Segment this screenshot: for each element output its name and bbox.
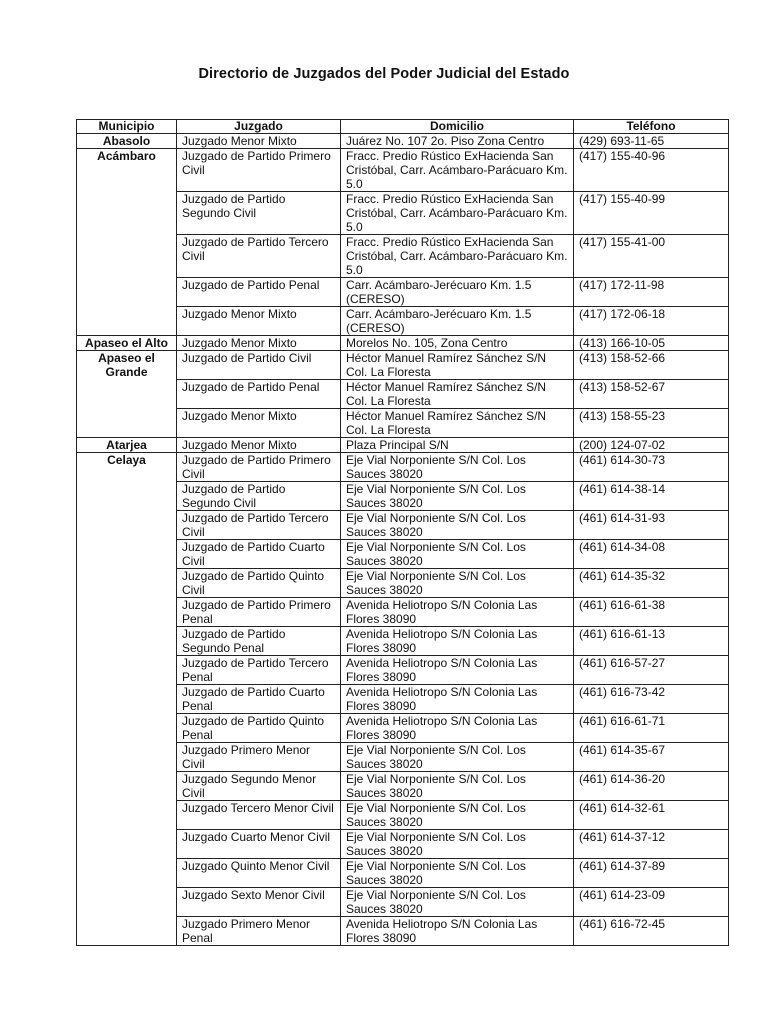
header-row (77, 120, 729, 134)
domicilio-cell: Eje Vial Norponiente S/N Col. Los Sauces 38020 (341, 830, 574, 859)
telefono-cell: (461) 614-36-20 (574, 772, 729, 801)
directory-body (77, 134, 729, 946)
juzgado-cell: Juzgado Menor Mixto (177, 307, 341, 336)
telefono-cell: (413) 158-52-67 (574, 380, 729, 409)
domicilio-cell: Eje Vial Norponiente S/N Col. Los Sauces 38020 (341, 511, 574, 540)
telefono-cell: (461) 616-61-13 (574, 627, 729, 656)
juzgado-cell: Juzgado Primero Menor Civil (177, 743, 341, 772)
domicilio-cell: Eje Vial Norponiente S/N Col. Los Sauces 38020 (341, 453, 574, 482)
telefono-cell: (461) 614-32-61 (574, 801, 729, 830)
juzgado-cell: Juzgado de Partido Tercero Penal (177, 656, 341, 685)
telefono-cell: (461) 616-73-42 (574, 685, 729, 714)
juzgado-cell: Juzgado de Partido Primero Civil (177, 149, 341, 192)
domicilio-cell: Fracc. Predio Rústico ExHacienda San Cristóbal, Carr. Acámbaro-Parácuaro Km. 5.0 (341, 235, 574, 278)
table-row (77, 336, 729, 351)
domicilio-cell: Eje Vial Norponiente S/N Col. Los Sauces 38020 (341, 772, 574, 801)
telefono-cell: (461) 616-61-71 (574, 714, 729, 743)
juzgado-cell: Juzgado de Partido Segundo Civil (177, 192, 341, 235)
telefono-cell: (417) 155-40-96 (574, 149, 729, 192)
domicilio-cell: Eje Vial Norponiente S/N Col. Los Sauces 38020 (341, 888, 574, 917)
telefono-cell: (461) 614-37-89 (574, 859, 729, 888)
juzgado-cell: Juzgado de Partido Tercero Civil (177, 235, 341, 278)
telefono-cell: (461) 614-37-12 (574, 830, 729, 859)
municipio-cell: Apaseo el Grande (77, 351, 177, 438)
domicilio-cell: Avenida Heliotropo S/N Colonia Las Flores 38090 (341, 685, 574, 714)
domicilio-cell: Avenida Heliotropo S/N Colonia Las Flores 38090 (341, 627, 574, 656)
header-domicilio: Domicilio (341, 120, 574, 134)
header-juzgado: Juzgado (177, 120, 341, 134)
juzgado-cell: Juzgado de Partido Primero Civil (177, 453, 341, 482)
telefono-cell: (461) 614-35-67 (574, 743, 729, 772)
municipio-cell: Abasolo (77, 134, 177, 149)
domicilio-cell: Héctor Manuel Ramírez Sánchez S/N Col. La Floresta (341, 351, 574, 380)
header-telefono: Teléfono (574, 120, 729, 134)
telefono-cell: (461) 616-72-45 (574, 917, 729, 946)
municipio-cell: Apaseo el Alto (77, 336, 177, 351)
domicilio-cell: Avenida Heliotropo S/N Colonia Las Flores 38090 (341, 656, 574, 685)
telefono-cell: (429) 693-11-65 (574, 134, 729, 149)
domicilio-cell: Fracc. Predio Rústico ExHacienda San Cristóbal, Carr. Acámbaro-Parácuaro Km. 5.0 (341, 192, 574, 235)
juzgado-cell: Juzgado Primero Menor Penal (177, 917, 341, 946)
juzgado-cell: Juzgado Menor Mixto (177, 409, 341, 438)
table-row (77, 149, 729, 192)
domicilio-cell: Juárez No. 107 2o. Piso Zona Centro (341, 134, 574, 149)
table-row (77, 453, 729, 482)
municipio-cell: Atarjea (77, 438, 177, 453)
table-row (77, 351, 729, 380)
domicilio-cell: Eje Vial Norponiente S/N Col. Los Sauces 38020 (341, 482, 574, 511)
domicilio-cell: Eje Vial Norponiente S/N Col. Los Sauces 38020 (341, 859, 574, 888)
juzgado-cell: Juzgado de Partido Quinto Penal (177, 714, 341, 743)
juzgado-cell: Juzgado de Partido Cuarto Penal (177, 685, 341, 714)
header-municipio: Municipio (77, 120, 177, 134)
directory-table (76, 119, 729, 946)
domicilio-cell: Héctor Manuel Ramírez Sánchez S/N Col. La Floresta (341, 409, 574, 438)
juzgado-cell: Juzgado de Partido Cuarto Civil (177, 540, 341, 569)
domicilio-cell: Eje Vial Norponiente S/N Col. Los Sauces 38020 (341, 743, 574, 772)
telefono-cell: (200) 124-07-02 (574, 438, 729, 453)
domicilio-cell: Fracc. Predio Rústico ExHacienda San Cristóbal, Carr. Acámbaro-Parácuaro Km. 5.0 (341, 149, 574, 192)
telefono-cell: (461) 614-35-32 (574, 569, 729, 598)
telefono-cell: (417) 172-11-98 (574, 278, 729, 307)
juzgado-cell: Juzgado de Partido Penal (177, 380, 341, 409)
juzgado-cell: Juzgado de Partido Tercero Civil (177, 511, 341, 540)
juzgado-cell: Juzgado Sexto Menor Civil (177, 888, 341, 917)
juzgado-cell: Juzgado Menor Mixto (177, 336, 341, 351)
telefono-cell: (417) 155-40-99 (574, 192, 729, 235)
juzgado-cell: Juzgado Menor Mixto (177, 134, 341, 149)
municipio-cell: Celaya (77, 453, 177, 946)
juzgado-cell: Juzgado de Partido Quinto Civil (177, 569, 341, 598)
telefono-cell: (461) 616-57-27 (574, 656, 729, 685)
table-row (77, 134, 729, 149)
juzgado-cell: Juzgado de Partido Primero Penal (177, 598, 341, 627)
domicilio-cell: Eje Vial Norponiente S/N Col. Los Sauces 38020 (341, 569, 574, 598)
juzgado-cell: Juzgado Quinto Menor Civil (177, 859, 341, 888)
domicilio-cell: Avenida Heliotropo S/N Colonia Las Flores 38090 (341, 714, 574, 743)
juzgado-cell: Juzgado Segundo Menor Civil (177, 772, 341, 801)
juzgado-cell: Juzgado de Partido Segundo Penal (177, 627, 341, 656)
telefono-cell: (461) 614-38-14 (574, 482, 729, 511)
domicilio-cell: Carr. Acámbaro-Jerécuaro Km. 1.5 (CERESO) (341, 307, 574, 336)
juzgado-cell: Juzgado Tercero Menor Civil (177, 801, 341, 830)
telefono-cell: (461) 616-61-38 (574, 598, 729, 627)
telefono-cell: (413) 166-10-05 (574, 336, 729, 351)
juzgado-cell: Juzgado Cuarto Menor Civil (177, 830, 341, 859)
telefono-cell: (461) 614-34-08 (574, 540, 729, 569)
telefono-cell: (461) 614-31-93 (574, 511, 729, 540)
juzgado-cell: Juzgado de Partido Civil (177, 351, 341, 380)
domicilio-cell: Héctor Manuel Ramírez Sánchez S/N Col. La Floresta (341, 380, 574, 409)
juzgado-cell: Juzgado de Partido Segundo Civil (177, 482, 341, 511)
domicilio-cell: Avenida Heliotropo S/N Colonia Las Flores 38090 (341, 598, 574, 627)
domicilio-cell: Eje Vial Norponiente S/N Col. Los Sauces 38020 (341, 801, 574, 830)
municipio-cell: Acámbaro (77, 149, 177, 336)
telefono-cell: (413) 158-52-66 (574, 351, 729, 380)
telefono-cell: (417) 155-41-00 (574, 235, 729, 278)
juzgado-cell: Juzgado de Partido Penal (177, 278, 341, 307)
domicilio-cell: Eje Vial Norponiente S/N Col. Los Sauces 38020 (341, 540, 574, 569)
telefono-cell: (461) 614-30-73 (574, 453, 729, 482)
telefono-cell: (413) 158-55-23 (574, 409, 729, 438)
page-title: Directorio de Juzgados del Poder Judicial del Estado (198, 66, 570, 82)
telefono-cell: (417) 172-06-18 (574, 307, 729, 336)
domicilio-cell: Avenida Heliotropo S/N Colonia Las Flores 38090 (341, 917, 574, 946)
domicilio-cell: Morelos No. 105, Zona Centro (341, 336, 574, 351)
juzgado-cell: Juzgado Menor Mixto (177, 438, 341, 453)
domicilio-cell: Plaza Principal S/N (341, 438, 574, 453)
telefono-cell: (461) 614-23-09 (574, 888, 729, 917)
domicilio-cell: Carr. Acámbaro-Jerécuaro Km. 1.5 (CERESO) (341, 278, 574, 307)
table-row (77, 438, 729, 453)
